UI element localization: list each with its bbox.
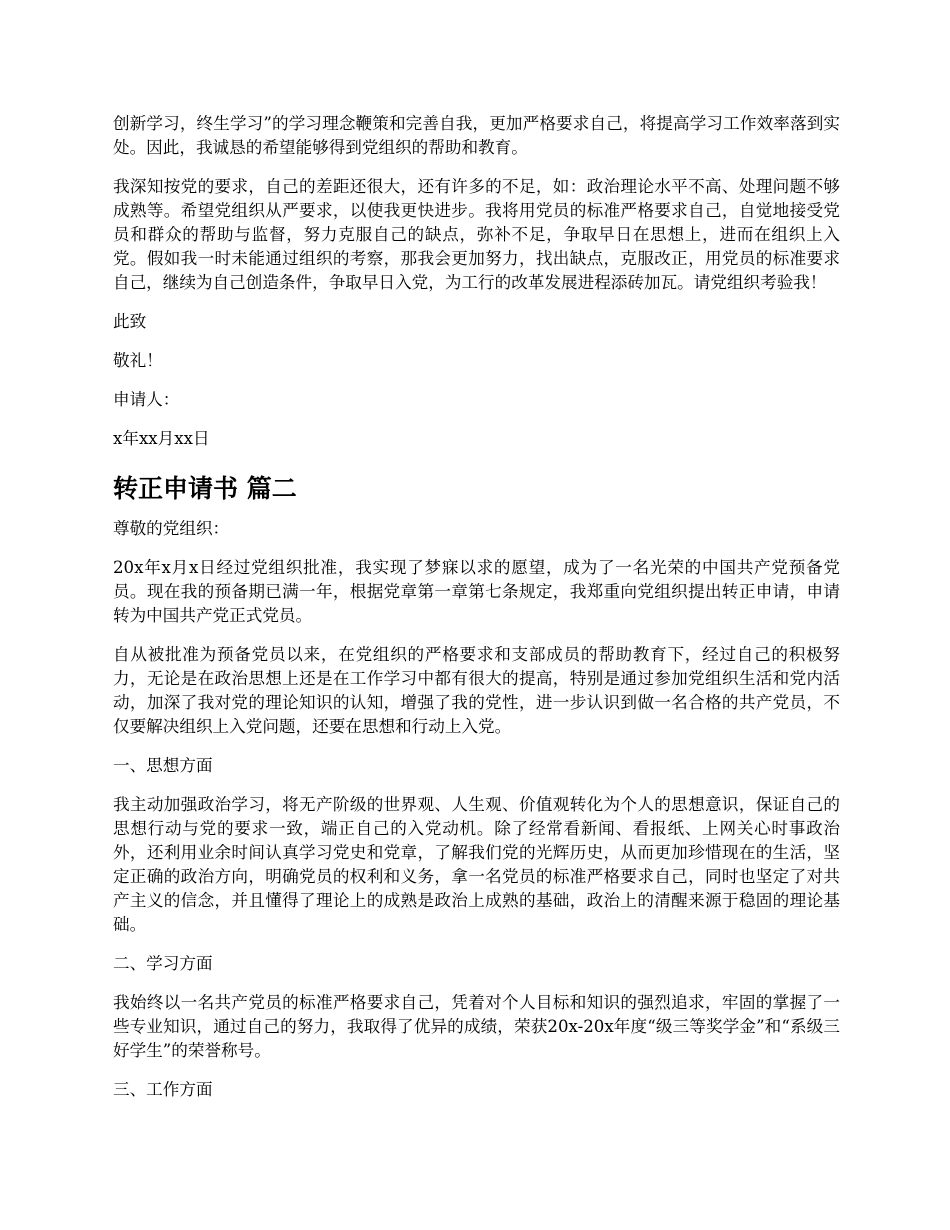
paragraph-progress: 自从被批准为预备党员以来，在党组织的严格要求和支部成员的帮助教育下，经过自己的积极努力，无论是在政治思想上还是在工作学习中都有很大的提高，特别是通过参加党组织生活和党内活动，加深了我对党的理论知识的认知，增强了我的党性，进一步认识到做一名合格的共产党员，不仅要解决组织上入党问题，还要在思想和行动上入党。: [113, 645, 840, 736]
subheading-study: 二、学习方面: [113, 954, 213, 973]
subheading-thought: 一、思想方面: [113, 756, 213, 775]
applicant-signature-line: 申请人：: [113, 390, 180, 409]
paragraph-self-assessment: 我深知按党的要求，自己的差距还很大，还有许多的不足，如：政治理论水平不高、处理问题不够成熟等。希望党组织从严要求，以使我更快进步。我将用党员的标准严格要求自己，自觉地接受党员和群众的帮助与监督，努力克服自己的缺点，弥补不足，争取早日在思想上，进而在组织上入党。假如我一时未能通过组织的考察，那我会更加努力，找出缺点，克服改正，用党员的标准要求自己，继续为自己创造条件，争取早日入党，为工行的改革发展进程添砖加瓦。请党组织考验我！: [113, 177, 840, 292]
document-page: [113, 112, 840, 1117]
paragraph-closing-continuation: 创新学习，终生学习”的学习理念鞭策和完善自我，更加严格要求自己，将提高学习工作效率落到实处。因此，我诚恳的希望能够得到党组织的帮助和教育。: [113, 114, 840, 157]
section-heading: 转正申请书 篇二: [113, 474, 297, 503]
date-line: x年xx月xx日: [113, 429, 210, 448]
paragraph-intro: 20x年x月x日经过党组织批准，我实现了梦寐以求的愿望，成为了一名光荣的中国共产党预备党员。现在我的预备期已满一年，根据党章第一章第七条规定，我郑重向党组织提出转正申请，申请转为中国共产党正式党员。: [113, 558, 840, 625]
salutation-jingli: 敬礼！: [113, 351, 163, 370]
subheading-work: 三、工作方面: [113, 1080, 213, 1099]
paragraph-thought: 我主动加强政治学习，将无产阶级的世界观、人生观、价值观转化为个人的思想意识，保证自己的思想行动与党的要求一致，端正自己的入党动机。除了经常看新闻、看报纸、上网关心时事政治外，还利用业余时间认真学习党史和党章，了解我们党的光辉历史，从而更加珍惜现在的生活，坚定正确的政治方向，明确党员的权利和义务，拿一名党员的标准严格要求自己，同时也坚定了对共产主义的信念，并且懂得了理论上的成熟是政治上成熟的基础，政治上的清醒来源于稳固的理论基础。: [113, 795, 840, 934]
paragraph-study: 我始终以一名共产党员的标准严格要求自己，凭着对个人目标和知识的强烈追求，牢固的掌握了一些专业知识，通过自己的努力，我取得了优异的成绩，荣获20x-20x年度“级三等奖学金”和“系级三好学生”的荣誉称号。: [113, 993, 840, 1060]
greeting: 尊敬的党组织：: [113, 519, 230, 538]
salutation-cizhi: 此致: [113, 312, 147, 331]
